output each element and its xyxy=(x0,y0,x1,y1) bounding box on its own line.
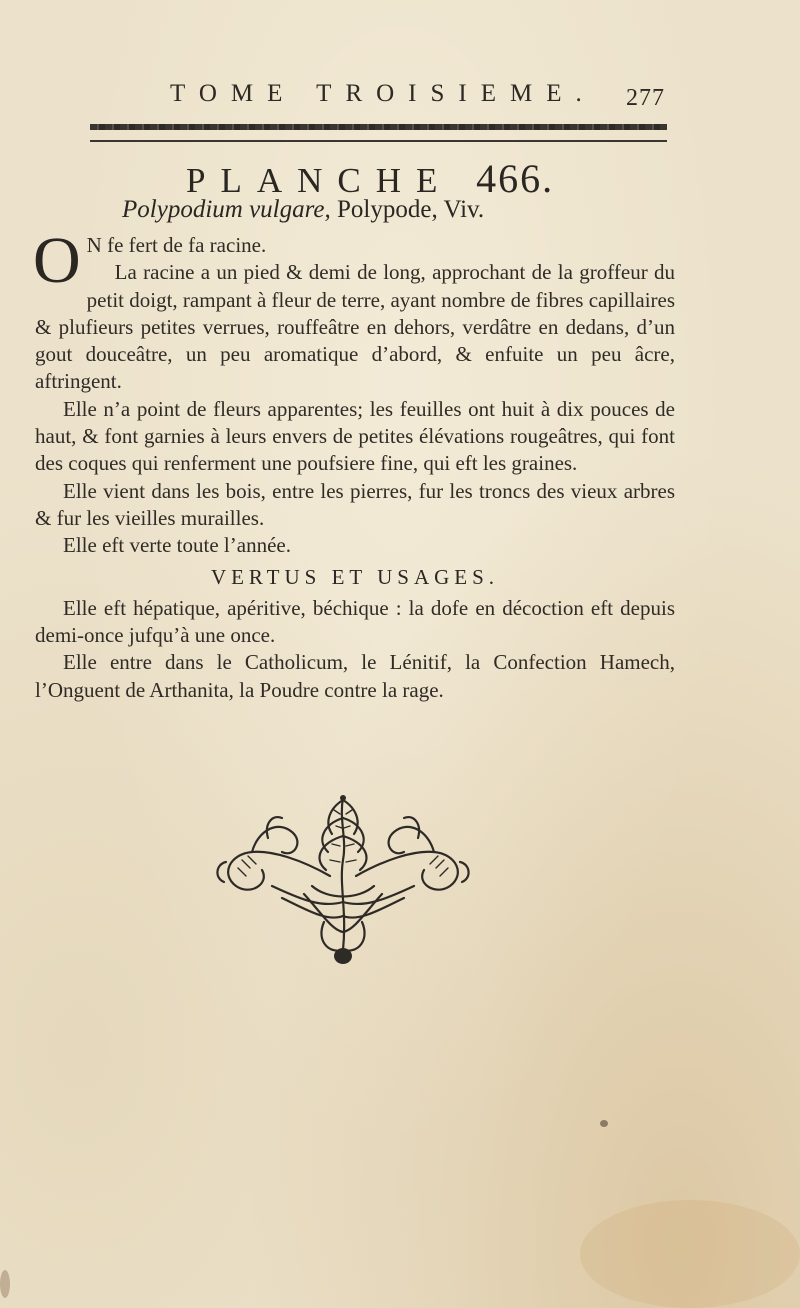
section-title: VERTUS ET USAGES. xyxy=(210,564,500,589)
page-number: 277 xyxy=(626,85,665,111)
paragraph-text: N fe fert de fa racine. xyxy=(86,233,267,257)
floral-tailpiece-icon xyxy=(212,790,474,970)
paper-stain xyxy=(0,1270,10,1298)
paragraph: Elle n’a point de fleurs apparentes; les feuilles ont huit à dix pouces de haut, & font garnies à leurs envers de petites élévations rougeâtres, qui font des coques qui renferment une poufsiere fine, qui eft les graines. xyxy=(35,396,675,476)
body-text xyxy=(33,224,676,704)
paper-stain xyxy=(580,1200,800,1308)
paragraph: La racine a un pied & demi de long, approchant de la groffeur du petit doigt, rampant à fleur de terre, ayant nombre de fibres capillaires & plufieurs petites verrues, rouffeâtre en dehors, verdâtre en dedans, d’un gout douceâtre, un peu aromatique d’abord, & enfuite un peu âcre, aftringent. xyxy=(35,260,676,394)
plant-name xyxy=(122,196,484,224)
paper-stain xyxy=(600,1120,608,1127)
plate-title xyxy=(186,155,554,202)
drop-cap: O xyxy=(33,224,81,297)
paragraph: Elle vient dans les bois, entre les pierres, fur les troncs des vieux arbres & fur les vieilles murailles. xyxy=(35,478,675,530)
plant-common-name: Polypode, Viv. xyxy=(337,196,485,223)
plate-number: 466. xyxy=(476,156,555,201)
header-rule xyxy=(90,124,667,130)
paragraph: Elle eft hépatique, apéritive, béchique : la dofe en décoction eft depuis demi-once jufqu’à une once. xyxy=(35,595,675,648)
paragraph xyxy=(33,224,675,297)
running-head: TOME TROISIEME. xyxy=(170,80,596,107)
paragraph: Elle entre dans le Catholicum, le Lénitif, la Confection Hamech, l’Onguent de Arthanita, la Poudre contre la rage. xyxy=(35,650,675,702)
plant-latin-name: Polypodium vulgare, xyxy=(122,196,331,223)
paragraph: Elle eft verte toute l’année. xyxy=(63,533,291,558)
header-rule-thin xyxy=(90,140,667,142)
plate-label: PLANCHE xyxy=(186,161,453,200)
